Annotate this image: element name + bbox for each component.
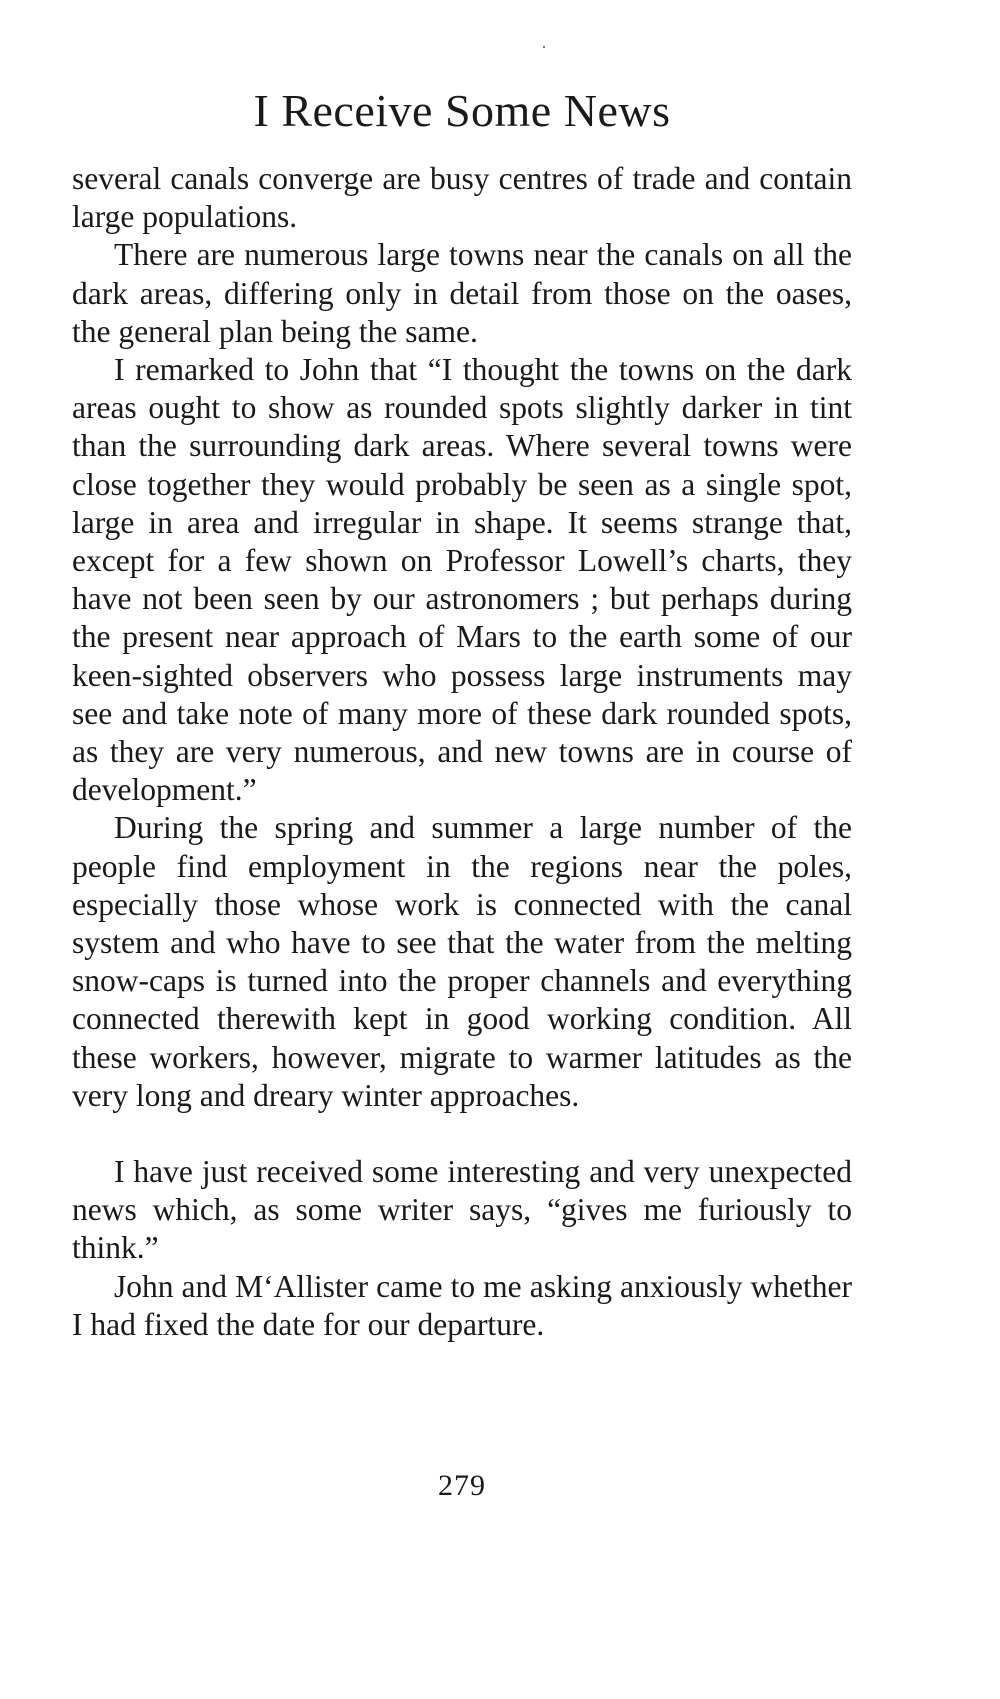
paragraph: John and M‘Allister came to me asking anxiously whether I had fixed the date for our departure. (72, 1268, 852, 1342)
running-head: I Receive Some News (253, 85, 671, 136)
paragraph: There are numerous large towns near the canals on all the dark areas, differing only in detail from those on the oases, the general plan being the same. (72, 237, 852, 349)
paragraph: During the spring and summer a large number of the people find employment in the regions near the poles, especially those whose work is connected with the canal system and who have to see that the water from the melting snow-caps is turned into the proper channels and everything connected therewith kept in good working condition. All these workers, however, migrate to warmer latitudes as the very long and dreary winter approaches. (72, 810, 852, 1113)
paragraph-continuation: several canals converge are busy centres of trade and contain large populations. (72, 161, 852, 235)
page-number: 279 (438, 1469, 486, 1502)
paper-speck (543, 46, 545, 48)
body-text (72, 160, 852, 1344)
paragraph: I remarked to John that “I thought the towns on the dark areas ought to show as rounded spots slightly darker in tint than the surrounding dark areas. Where several towns were close together they would probably be seen as a single spot, large in area and irregular in shape. It seems strange that, except for a few shown on Professor Lowell’s charts, they have not been seen by our astronomers ; but perhaps during the present near approach of Mars to the earth some of our keen-sighted observers who possess large instruments may see and take note of many more of these dark rounded spots, as they are very numerous, and new towns are in course of development.” (72, 352, 852, 808)
paragraph: I have just received some interesting and very unexpected news which, as some writer says, “gives me furiously to think.” (72, 1154, 852, 1266)
section-break (72, 1115, 852, 1153)
